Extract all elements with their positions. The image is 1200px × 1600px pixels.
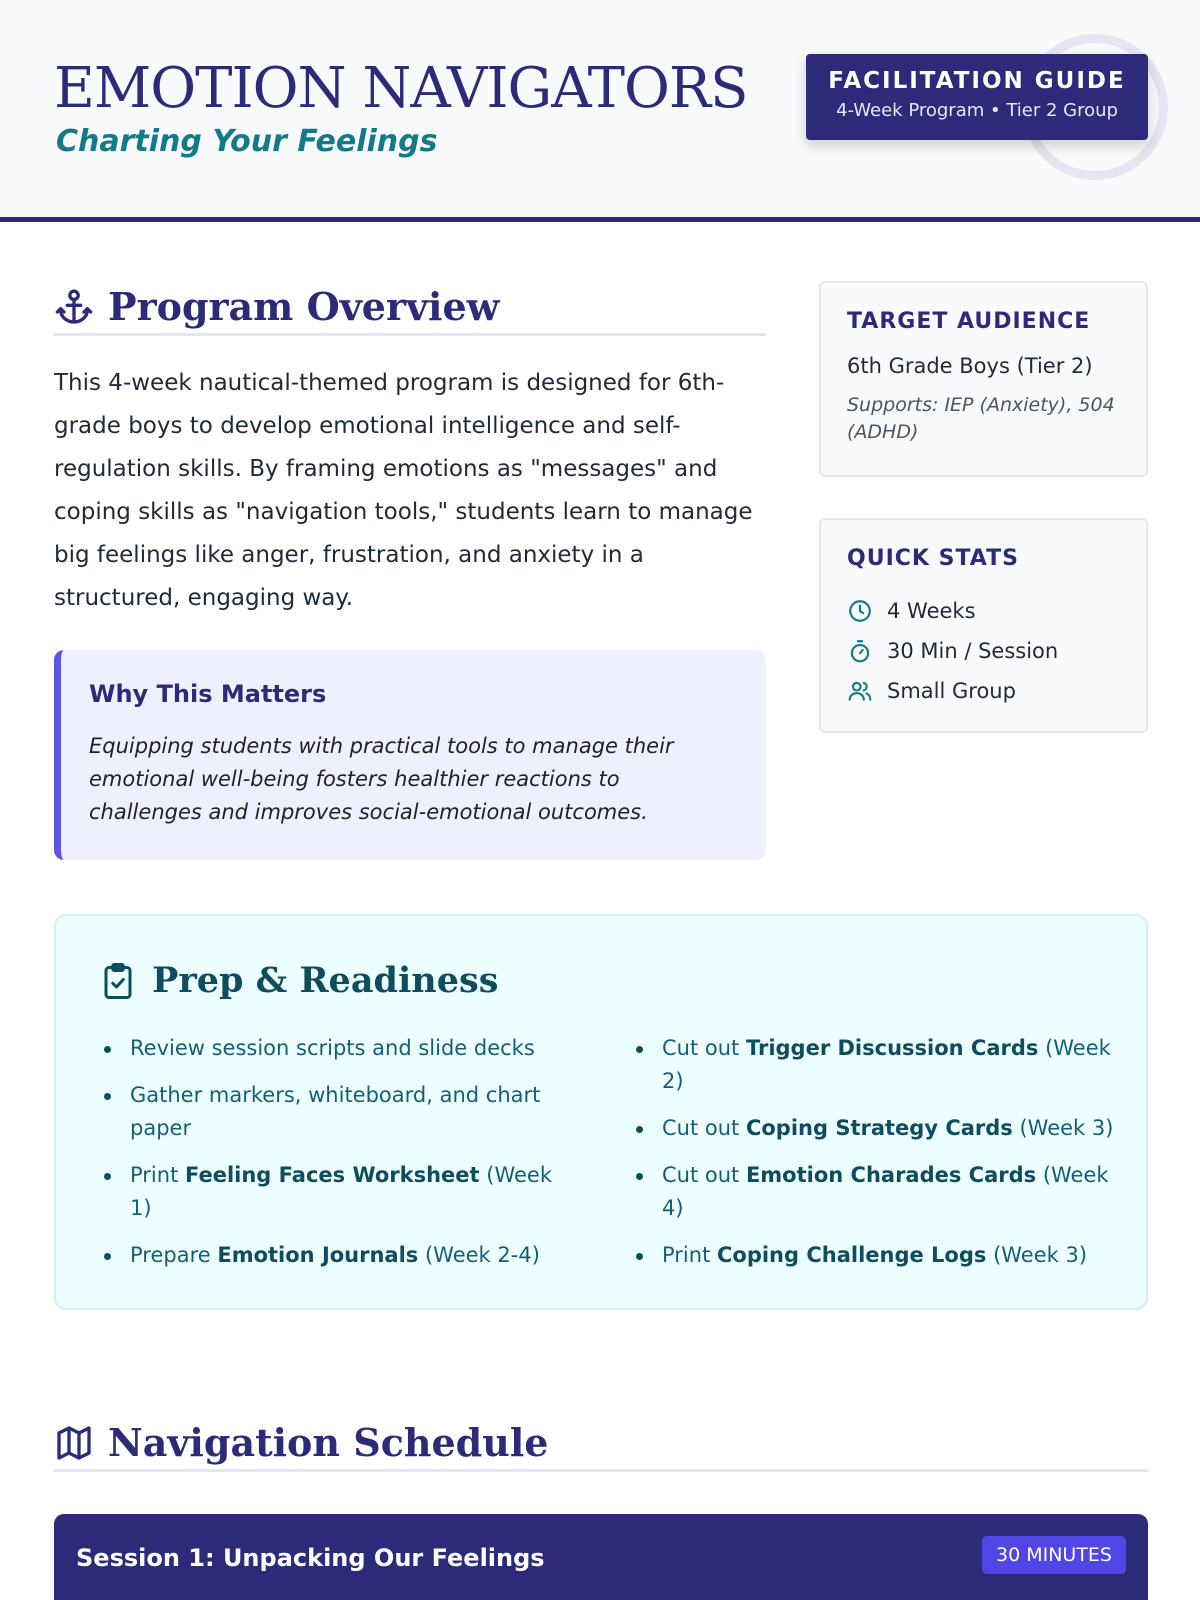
section-title: Navigation Schedule <box>108 1420 549 1465</box>
list-item: Review session scripts and slide decks <box>102 1032 572 1065</box>
stat-group-size <box>847 671 1120 711</box>
audience-supports: Supports: IEP (Anxiety), 504 (ADHD) <box>847 394 1115 443</box>
stat-label: Small Group <box>887 679 1016 703</box>
stopwatch-icon <box>847 638 873 664</box>
navigation-schedule-heading <box>54 1416 1148 1472</box>
facilitation-guide-badge <box>806 54 1148 140</box>
program-overview-heading <box>54 280 766 336</box>
stat-label: 4 Weeks <box>887 599 976 623</box>
card-heading: TARGET AUDIENCE <box>847 309 1091 334</box>
list-item: Cut out Coping Strategy Cards (Week 3) <box>634 1112 1114 1145</box>
program-title: EMOTION NAVIGATORS <box>54 56 748 121</box>
session-title: Session 1: Unpacking Our Feelings <box>76 1544 545 1572</box>
why-this-matters-callout <box>54 650 766 860</box>
prep-readiness-heading <box>100 960 498 1001</box>
badge-title: FACILITATION GUIDE <box>828 68 1126 94</box>
page-header <box>0 0 1200 222</box>
overview-paragraph: This 4-week nautical-themed program is designed for 6th-grade boys to develop emotional intelligence and self-regulation skills. By framing emotions as "messages" and coping skills as "navigation tools," students learn to manage big feelings like anger, frustration, and anxiety in a structured, engaging way. <box>54 370 753 611</box>
prep-checklist-column-2 <box>634 1032 1114 1286</box>
list-item: Cut out Trigger Discussion Cards (Week 2) <box>634 1032 1114 1098</box>
badge-subtitle: 4-Week Program • Tier 2 Group <box>836 100 1118 121</box>
list-item: Print Feeling Faces Worksheet (Week 1) <box>102 1159 572 1225</box>
program-subtitle: Charting Your Feelings <box>56 124 438 159</box>
stat-label: 30 Min / Session <box>887 639 1059 663</box>
anchor-icon <box>54 287 94 327</box>
quick-stats-card <box>819 518 1148 733</box>
list-item: Print Coping Challenge Logs (Week 3) <box>634 1239 1114 1272</box>
users-icon <box>847 678 873 704</box>
stat-duration <box>847 591 1120 631</box>
list-item: Prepare Emotion Journals (Week 2-4) <box>102 1239 572 1272</box>
section-title: Prep & Readiness <box>152 960 499 1001</box>
audience-group: 6th Grade Boys (Tier 2) <box>847 354 1093 378</box>
prep-checklist-column-1 <box>102 1032 572 1286</box>
callout-heading: Why This Matters <box>89 680 327 708</box>
callout-text: Equipping students with practical tools to manage their emotional well-being fosters healthier reactions to challenges and improves social-emotional outcomes. <box>89 734 674 824</box>
map-icon <box>54 1423 94 1463</box>
stat-session-length <box>847 631 1120 671</box>
section-title: Program Overview <box>108 284 500 329</box>
session-1-header[interactable] <box>54 1514 1148 1600</box>
list-item: Gather markers, whiteboard, and chart paper <box>102 1079 572 1145</box>
session-duration-badge: 30 MINUTES <box>982 1536 1126 1574</box>
target-audience-card <box>819 281 1148 477</box>
card-heading: QUICK STATS <box>847 546 1019 571</box>
clock-icon <box>847 598 873 624</box>
clipboard-check-icon <box>100 961 136 1001</box>
prep-readiness-panel <box>54 914 1148 1310</box>
list-item: Cut out Emotion Charades Cards (Week 4) <box>634 1159 1114 1225</box>
